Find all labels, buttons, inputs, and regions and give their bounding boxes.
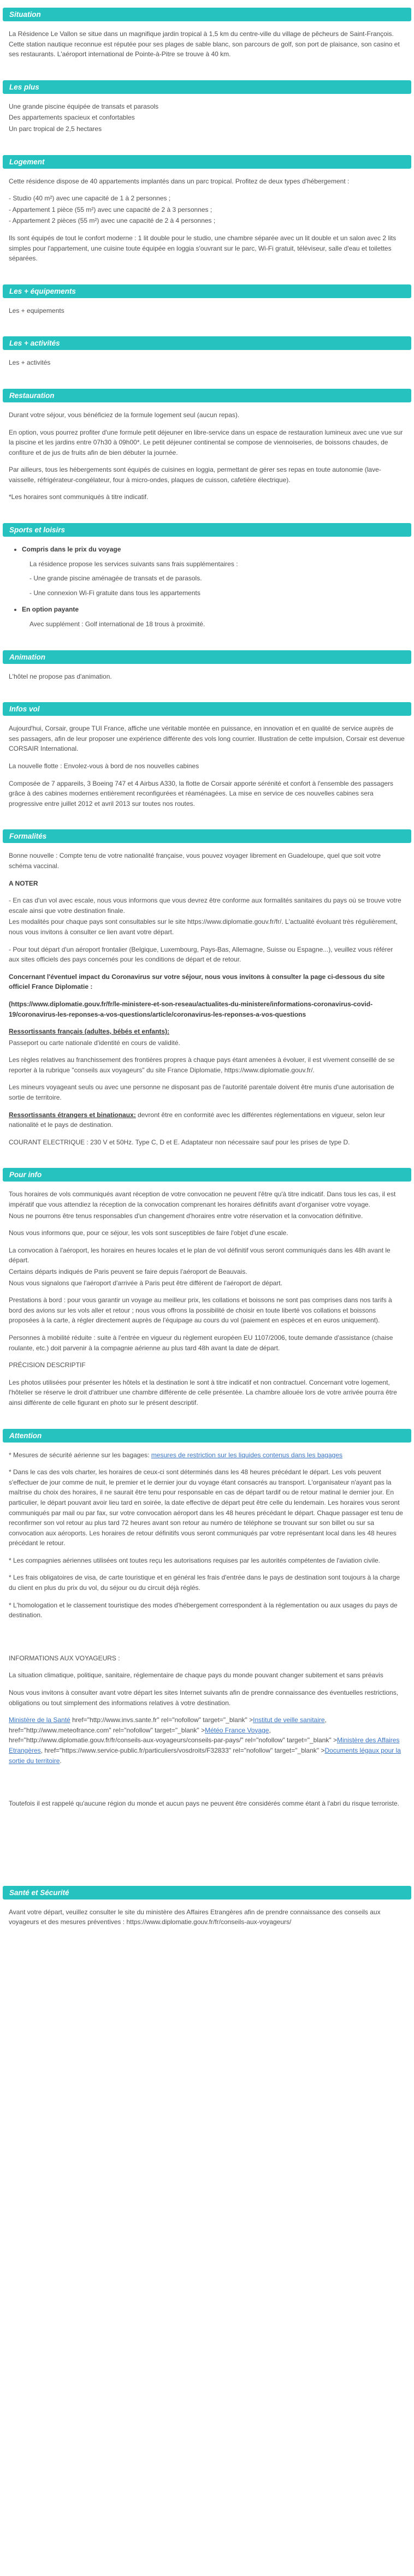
pour-info-p4: La convocation à l'aéroport, les horaires en heures locales et le plan de vol définitif vous seront communiqués dans les 48h avant le départ. [9, 1246, 391, 1265]
formalites-minors: Les mineurs voyageant seuls ou avec une personne ne disposant pas de l'autorité parentale doivent être munis d'une autorisation de sortie de territoire. [9, 1083, 394, 1102]
sante-ministry-link[interactable]: Ministère de la Santé [9, 1716, 70, 1724]
formalites-note2: Les modalités pour chaque pays sont consultables sur le site https://www.diplomatie.gouv.fr/fr/. L'actualité évoluant très régulièrement, nous vous invitons à consulter ce lien avant votre départ. [9, 918, 398, 936]
veille-sanitaire-link[interactable]: Institut de veille sanitaire [253, 1716, 325, 1724]
section-body-logement [9, 176, 405, 264]
section-header-equipements: Les + équipements [3, 284, 411, 298]
les-plus-item: Un parc tropical de 2,5 hectares [9, 124, 102, 133]
section-situation [0, 8, 414, 60]
animation-text: L'hôtel ne propose pas d'animation. [9, 672, 112, 680]
section-infos-vol [0, 702, 414, 809]
equipements-text: Les + equipements [9, 306, 64, 314]
infos-vol-p2: La nouvelle flotte : Envolez-vous à bord de nos nouvelles cabines [9, 762, 199, 770]
infos-vol-p1: Aujourd'hui, Corsair, groupe TUI France, affiche une véritable montée en puissance, en innovation et en qualité de service auprès de ses passagers, afin de leur proposer une expérience différente des vols long courrier. Illustration de cette impulsion, Corsair est devenue CORSAIR International. [9, 725, 405, 753]
section-pour-info [0, 1168, 414, 1408]
sports-included-bullet [22, 544, 405, 598]
attention-visa-fees: * Les frais obligatoires de visa, de carte touristique et en général les frais d'entrée dans le pays de destination sont toujours à la charge du client en plus du prix du vol, du séjour ou du circuit déjà réglés. [9, 1574, 400, 1592]
sports-paid-bullet [22, 604, 405, 629]
spacer [0, 1816, 414, 1865]
section-les-plus [0, 80, 414, 134]
section-header-attention: Attention [3, 1429, 411, 1443]
section-header-restauration: Restauration [3, 389, 411, 402]
travellers-links-line [9, 1715, 405, 1766]
formalites-foreign-nationals-text: devront être en conformité avec les différentes réglementations en vigueur, selon leur nationalité et le pays de destination. [9, 1111, 385, 1129]
formalites-french-nationals-label: Ressortissants français (adultes, bébés et enfants): [9, 1028, 170, 1036]
restauration-p2: En option, vous pourrez profiter d'une formule petit déjeuner en libre-service dans un espace de restauration lumineux avec une vue sur la piscine et les jardins entre 07h30 à 09h00*. Le petit déjeuner continental se compose de viennoiseries, de boissons chaudes, de confiture et de jus de fruits afin de bien débuter la journée. [9, 428, 403, 456]
section-body-attention [9, 1450, 405, 1809]
raw-href-text: , href="http://www.meteofrance.com" rel="nofollow" target="_blank" > [9, 1716, 327, 1734]
section-header-activites: Les + activités [3, 336, 411, 350]
infos-vol-p3: Composée de 7 appareils, 3 Boeing 747 et 4 Airbus A330, la flotte de Corsair apporte sérénité et confort à l'ensemble des passagers grâce à des cabines modernes entièrement reconfigurées et réaménagées. La mise en service de ces nouvelles cabines sera progressive entre juillet 2012 et avril 2013 sur toutes nos routes. [9, 779, 394, 808]
formalites-intro: Bonne nouvelle : Compte tenu de votre nationalité française, vous pouvez voyager librement en Guadeloupe, quel que soit votre schéma vaccinal. [9, 852, 381, 870]
raw-href-text: , href="https://www.service-public.fr/particuliers/vosdroits/F32833" rel="nofollow" target="_blank" > [40, 1747, 325, 1754]
pour-info-precision-text: Les photos utilisées pour présenter les hôtels et la destination le sont à titre indicatif et non contractuel. Concernant votre logement, l'hôtelier se réserve le droit d'attribuer une chambre différente de celle présentée. La chambre allouée lors de votre arrivée pourra être ainsi différente de celle figurant en photo sur le présent descriptif. [9, 1378, 397, 1406]
liquid-restriction-link[interactable]: mesures de restriction sur les liquides contenus dans les bagages [151, 1451, 343, 1459]
section-animation [0, 650, 414, 682]
formalites-note3: - Pour tout départ d'un aéroport frontalier (Belgique, Luxembourg, Pays-Bas, Allemagne, Suisse ou Espagne...), veuillez vous référer aux sites officiels des pays concernés pour les conditions de départ et de retour. [9, 945, 393, 964]
section-body-les-plus [9, 102, 405, 134]
section-body-pour-info [9, 1189, 405, 1408]
pour-info-reduced-mobility: Personnes à mobilité réduite : suite à l'entrée en vigueur du règlement européen EU 1107/2006, toute demande d'assistance (chaise roulante, etc.) doit parvenir à la compagnie aérienne au plus tard 48h avant la date de départ. [9, 1333, 393, 1352]
affaires-etrangeres-link[interactable]: Ministère des Affaires Etrangères [9, 1736, 400, 1754]
section-body-situation [9, 29, 405, 60]
formalites-foreign-nationals [9, 1110, 405, 1130]
attention-baggage-measures [9, 1450, 405, 1461]
formalites-electric-current: COURANT ELECTRIQUE : 230 V et 50Hz. Type C, D et E. Adaptateur non nécessaire sauf pour les prises de type D. [9, 1138, 350, 1146]
section-header-sante-securite: Santé et Sécurité [3, 1886, 411, 1900]
restauration-note: *Les horaires sont communiqués à titre indicatif. [9, 493, 149, 501]
travellers-info-p2: Nous vous invitons à consulter avant votre départ les sites Internet suivants afin de prendre connaissance des éventuelles restrictions, obligations ou tout simplement des informations relatives à votre destination. [9, 1689, 399, 1707]
logement-outro: Ils sont équipés de tout le confort moderne : 1 lit double pour le studio, une chambre séparée avec un lit double et un salon avec 2 lits simples pour l'appartement, une cuisine toute équipée en loggia s'ouvrant sur le parc, Wi-Fi gratuit, téléviseur, salle d'eau et toilettes séparées. [9, 234, 397, 263]
travellers-info-p1: La situation climatique, politique, sanitaire, réglementaire de chaque pays du monde pouvant changer subitement et sans préavis [9, 1671, 383, 1679]
section-header-sports: Sports et loisirs [3, 523, 411, 537]
formalites-french-nationals-text: Passeport ou carte nationale d'identité en cours de validité. [9, 1038, 180, 1047]
section-restauration [0, 389, 414, 502]
restauration-p1: Durant votre séjour, vous bénéficiez de la formule logement seul (aucun repas). [9, 411, 240, 419]
raw-href-text: . [60, 1756, 62, 1765]
attention-classification: * L'homologation et le classement touristique des modes d'hébergement correspondent à la réglementation ou aux usages du pays de destination. [9, 1601, 398, 1619]
terrorism-note: Toutefois il est rappelé qu'aucune région du monde et aucun pays ne peuvent être considérés comme étant à l'abri du risque terroriste. [9, 1800, 400, 1808]
meteo-france-link[interactable]: Météo France Voyage [205, 1726, 269, 1734]
section-body-animation [9, 672, 405, 682]
section-header-infos-vol: Infos vol [3, 702, 411, 716]
section-header-pour-info: Pour info [3, 1168, 411, 1182]
sports-included-item: - Une connexion Wi-Fi gratuite dans tous les appartements [29, 589, 200, 597]
pour-info-p6: Nous vous signalons que l'aéroport d'arrivée à Paris peut être différent de l'aéroport de départ. [9, 1279, 282, 1287]
formalites-note-title: A NOTER [9, 879, 38, 887]
restauration-p3: Par ailleurs, tous les hébergements sont équipés de cuisines en loggia, permettant de gérer ses repas en toute autonomie (lave-vaisselle, réfrigérateur-congélateur, four à micro-ondes, plaques de cuisson, cafetière électrique). [9, 466, 381, 484]
travellers-info-title: INFORMATIONS AUX VOYAGEURS : [9, 1654, 120, 1662]
section-body-equipements [9, 306, 405, 316]
activites-text: Les + activités [9, 359, 51, 367]
section-header-situation: Situation [3, 8, 411, 21]
section-logement [0, 155, 414, 264]
section-header-animation: Animation [3, 650, 411, 664]
spacer [9, 1773, 405, 1791]
logement-item: - Appartement 2 pièces (55 m²) avec une capacité de 2 à 4 personnes ; [9, 217, 216, 225]
section-attention [0, 1429, 414, 1809]
sports-included-intro: La résidence propose les services suivants sans frais supplémentaires : [29, 560, 238, 568]
section-activites [0, 336, 414, 368]
section-header-les-plus: Les plus [3, 80, 411, 94]
pour-info-precision-title: PRÉCISION DESCRIPTIF [9, 1361, 86, 1369]
pour-info-p1: Tous horaires de vols communiqués avant réception de votre convocation ne peuvent l'être qu'à titre indicatif. Dans tous les cas, il est impératif que vous attendiez la réception de la convocation comprenant les horaires définitifs avant d'organiser votre voyage. [9, 1190, 396, 1209]
section-header-logement: Logement [3, 155, 411, 169]
section-body-sante-securite [9, 1907, 405, 1927]
raw-href-text: href="http://www.invs.sante.fr" rel="nofollow" target="_blank" > [70, 1716, 253, 1724]
sports-paid-title: En option payante [22, 606, 79, 614]
sante-securite-text: Avant votre départ, veuillez consulter le site du ministère des Affaires Etrangères afin de prendre connaissance des conseils aux voyageurs et des mesures préventives : https://www.diplomatie.gouv.fr/fr/conseils-aux-voyageurs/ [9, 1908, 381, 1926]
section-body-restauration [9, 410, 405, 502]
formalites-note1: - En cas d'un vol avec escale, nous vous informons que vous devrez être conforme aux formalités sanitaires du pays où se trouve votre escale ainsi que votre destination finale. [9, 897, 401, 915]
section-header-formalites: Formalités [3, 829, 411, 843]
section-body-activites [9, 358, 405, 368]
section-body-sports [9, 544, 405, 630]
documents-legaux-link[interactable]: Documents légaux pour la sortie du territoire [9, 1747, 401, 1765]
formalites-covid-url: (https://www.diplomatie.gouv.fr/fr/le-ministere-et-son-reseau/actualites-du-ministere/informations-coronavirus-covid-19/coronavirus-les-reponses-a-vos-questions/article/coronavirus-les-reponses-a-vos-questions [9, 1000, 373, 1018]
pour-info-p2: Nous ne pourrons être tenus responsables d'un changement d'horaires entre votre réservation et la convocation définitive. [9, 1212, 363, 1220]
section-equipements [0, 284, 414, 316]
section-body-formalites [9, 851, 405, 1147]
formalites-border-rules: Les règles relatives au franchissement des frontières propres à chaque pays étant amenées à évoluer, il est vivement conseillé de se reporter à la rubrique "conseils aux voyageurs" du site France Diplomatie, https://www.diplomatie.gouv.fr/. [9, 1056, 395, 1074]
sports-included-title: Compris dans le prix du voyage [22, 545, 121, 554]
attention-airlines: * Les compagnies aériennes utilisées ont toutes reçu les autorisations requises par les autorités compétentes de l'aviation civile. [9, 1556, 380, 1564]
les-plus-item: Une grande piscine équipée de transats et parasols [9, 102, 159, 110]
sports-included-item: - Une grande piscine aménagée de transats et de parasols. [29, 574, 202, 583]
logement-item: - Appartement 1 pièce (55 m²) avec une capacité de 2 à 3 personnes ; [9, 205, 212, 213]
attention-baggage-prefix: * Mesures de sécurité aérienne sur les bagages: [9, 1451, 151, 1459]
section-sante-securite [0, 1886, 414, 1927]
sports-bullet-list [22, 544, 405, 630]
section-formalites [0, 829, 414, 1147]
pour-info-p5: Certains départs indiqués de Paris peuvent se faire depuis l'aéroport de Beauvais. [9, 1268, 247, 1275]
section-body-infos-vol [9, 723, 405, 809]
section-sports [0, 523, 414, 630]
sports-paid-text: Avec supplément : Golf international de 18 trous à proximité. [29, 620, 205, 628]
formalites-covid-notice: Concernant l'éventuel impact du Coronavirus sur votre séjour, nous vous invitons à consulter la page ci-dessous du site officiel France Diplomatie : [9, 972, 385, 991]
raw-href-text: , href="http://www.diplomatie.gouv.fr/fr/conseils-aux-voyageurs/conseils-par-pays/" rel="nofollow" target="_blank" > [9, 1726, 337, 1744]
spacer [9, 1628, 405, 1646]
logement-intro: Cette résidence dispose de 40 appartements implantés dans un parc tropical. Profitez de deux types d'hébergement : [9, 177, 350, 185]
pour-info-onboard: Prestations à bord : pour vous garantir un voyage au meilleur prix, les collations et boissons ne sont pas comprises dans nos tarifs à bord des avions sur les vols aller et retour ; nous vous offrons la possibilité de choisir en toute liberté vos collations et boissons proposées à la carte, à régler directement auprès de l'équipage au cours du vol (paiement en espèces et en euros uniquement). [9, 1296, 392, 1325]
formalites-foreign-nationals-label: Ressortissants étrangers et binationaux: [9, 1111, 136, 1119]
pour-info-p3: Nous vous informons que, pour ce séjour, les vols sont susceptibles de faire l'objet d'une escale. [9, 1229, 288, 1237]
logement-item: - Studio (40 m²) avec une capacité de 1 à 2 personnes ; [9, 194, 171, 203]
les-plus-item: Des appartements spacieux et confortables [9, 114, 135, 122]
attention-charter-flights: * Dans le cas des vols charter, les horaires de ceux-ci sont déterminés dans les 48 heures précédant le départ. Les vols peuvent s'effectuer de jour comme de nuit, le premier et le dernier jour du voyage étant consacrés au transport. L'organisateur n'ayant pas la maîtrise du choix des horaires, il ne saurait être tenu pour responsable en cas de départ tardif ou de retour matinal le dernier jour. En particulier, le départ pouvant avoir lieu tard en soirée, la date effective de départ peut être celle du lendemain. Les horaires vous seront communiqués par mail ou par fax, sur votre convocation aéroport dans les 48 heures précédant le départ. Chaque passager est tenu de reconfirmer son vol retour au plus tard 72 heures avant son retour au numéro de téléphone se trouvant sur son billet ou sur sa convocation aux aéroports. Les horaires de retour définitifs vous seront communiqués par votre représentant local dans les 48 heures précédant le retour. [9, 1468, 403, 1547]
situation-text: La Résidence Le Vallon se situe dans un magnifique jardin tropical à 1,5 km du centre-ville du village de pêcheurs de Saint-François. Cette station nautique reconnue est réputée pour ses plages de sable blanc, son parcours de golf, son port de plaisance, son casino et ses restaurants. L'aéroport international de Pointe-à-Pitre se trouve à 40 km. [9, 30, 400, 58]
